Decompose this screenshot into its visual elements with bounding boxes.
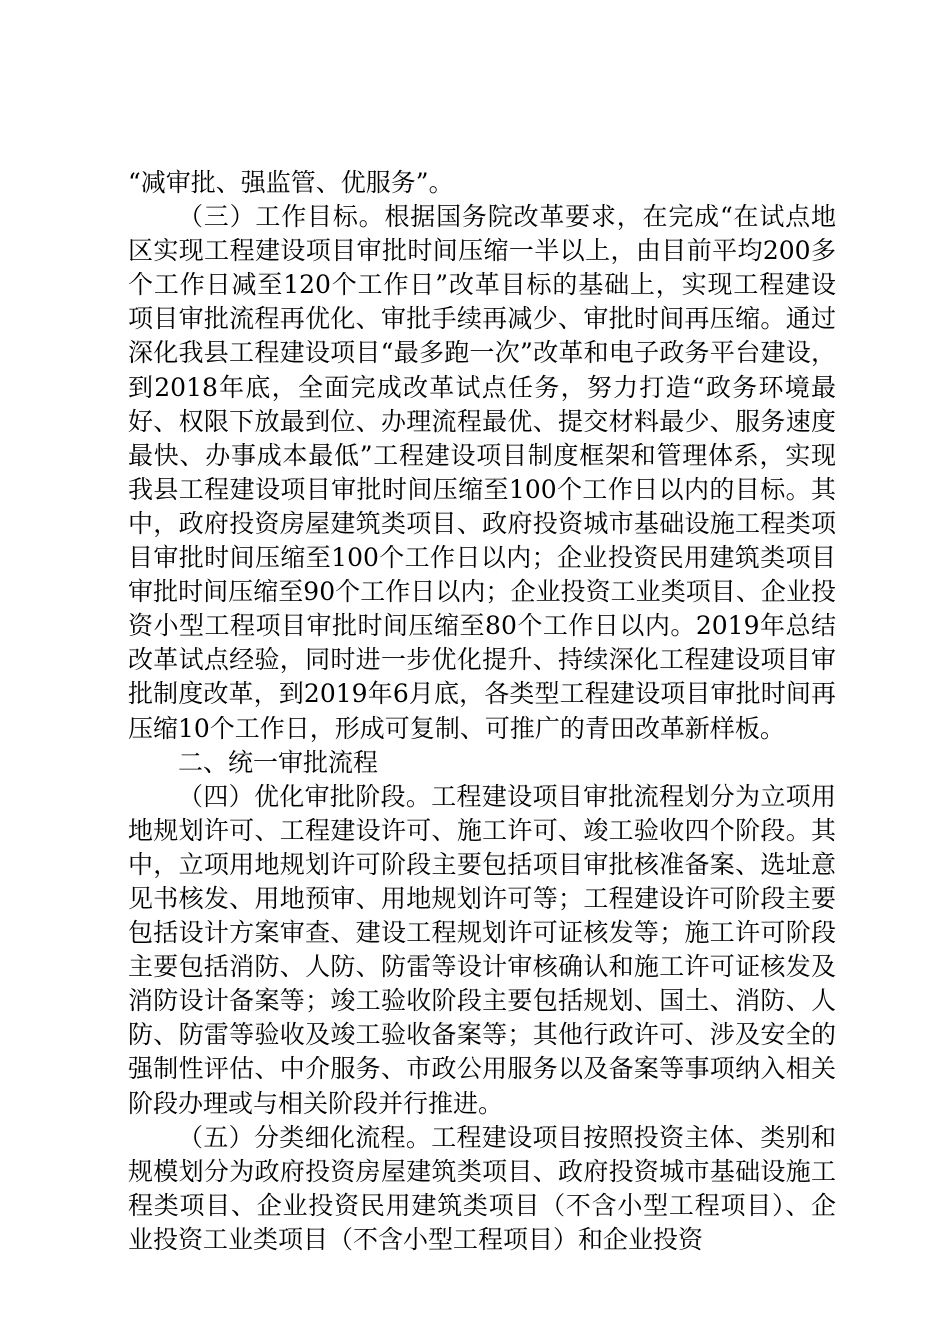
paragraph-continuation: “减审批、强监管、优服务”。 — [128, 168, 454, 197]
section-heading-unified-approval: 二、统一审批流程 — [178, 747, 379, 777]
paragraph-classify-process: （五）分类细化流程。工程建设项目按照投资主体、类别和规模划分为政府投资房屋建筑类项目、政府投资城市基础设施工程类项目、企业投资民用建筑类项目（不含小型工程项目）、企业投资工业类项目（不含小型工程项目）和企业投资 — [128, 1122, 836, 1254]
document-body — [128, 166, 836, 1257]
paragraph-work-goals: （三）工作目标。根据国务院改革要求，在完成“在试点地区实现工程建设项目审批时间压缩一半以上，由目前平均200多个工作日减至120个工作日”改革目标的基础上，实现工程建设项目审批流程再优化、审批手续再减少、审批时间再压缩。通过深化我县工程建设项目“最多跑一次”改革和电子政务平台建设，到2018年底，全面完成改革试点任务，努力打造“政务环境最好、权限下放最到位、办理流程最优、提交材料最少、服务速度最快、办事成本最低”工程建设项目制度框架和管理体系，实现我县工程建设项目审批时间压缩至100个工作日以内的目标。其中，政府投资房屋建筑类项目、政府投资城市基础设施工程类项目审批时间压缩至100个工作日以内；企业投资民用建筑类项目审批时间压缩至90个工作日以内；企业投资工业类项目、企业投资小型工程项目审批时间压缩至80个工作日以内。2019年总结改革试点经验，同时进一步优化提升、持续深化工程建设项目审批制度改革，到2019年6月底，各类型工程建设项目审批时间再压缩10个工作日，形成可复制、可推广的青田改革新样板。 — [128, 202, 836, 743]
paragraph-optimize-stages: （四）优化审批阶段。工程建设项目审批流程划分为立项用地规划许可、工程建设许可、施工许可、竣工验收四个阶段。其中，立项用地规划许可阶段主要包括项目审批核准备案、选址意见书核发、用地预审、用地规划许可等；工程建设许可阶段主要包括设计方案审查、建设工程规划许可证核发等；施工许可阶段主要包括消防、人防、防雷等设计审核确认和施工许可证核发及消防设计备案等；竣工验收阶段主要包括规划、国土、消防、人防、防雷等验收及竣工验收备案等；其他行政许可、涉及安全的强制性评估、中介服务、市政公用服务以及备案等事项纳入相关阶段办理或与相关阶段并行推进。 — [128, 781, 836, 1118]
